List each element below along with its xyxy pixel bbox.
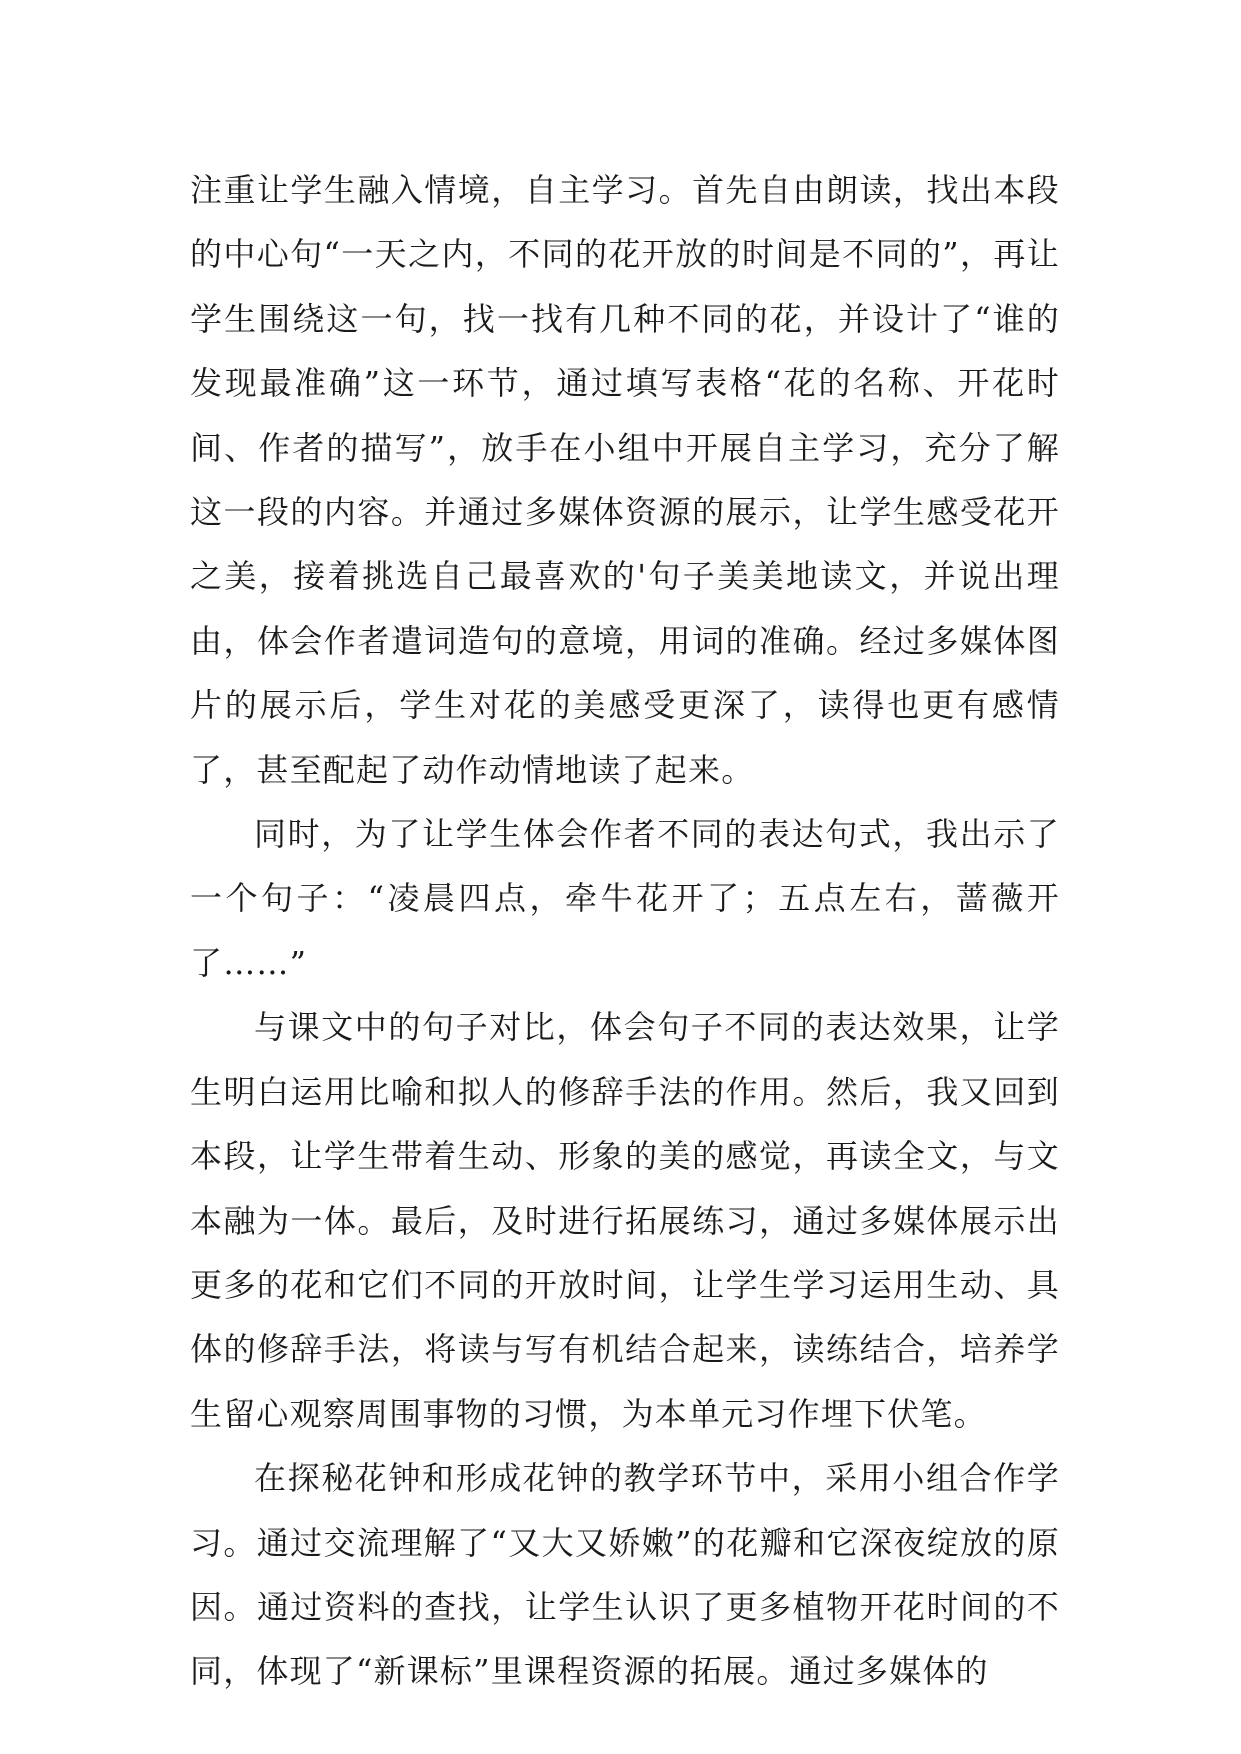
- paragraph-2: 同时，为了让学生体会作者不同的表达句式，我出示了一个句子：“凌晨四点，牵牛花开了；五点左右，蔷薇开了……”: [190, 815, 1060, 982]
- paragraph-3: 与课文中的句子对比，体会句子不同的表达效果，让学生明白运用比喻和拟人的修辞手法的作用。然后，我又回到本段，让学生带着生动、形象的美的感觉，再读全文，与文本融为一体。最后，及时进行拓展练习，通过多媒体展示出更多的花和它们不同的开放时间，让学生学习运用生动、具体的修辞手法，将读与写有机结合起来，读练结合，培养学生留心观察周围事物的习惯，为本单元习作埋下伏笔。: [190, 1008, 1060, 1433]
- paragraph-4: 在探秘花钟和形成花钟的教学环节中，采用小组合作学习。通过交流理解了“又大又娇嫩”的花瓣和它深夜绽放的原因。通过资料的查找，让学生认识了更多植物开花时间的不同，体现了“新课标”里课程资源的拓展。通过多媒体的: [190, 1459, 1060, 1691]
- document-body: [190, 158, 1060, 1704]
- paragraph-1: 注重让学生融入情境，自主学习。首先自由朗读，找出本段的中心句“一天之内，不同的花开放的时间是不同的”，再让学生围绕这一句，找一找有几种不同的花，并设计了“谁的发现最准确”这一环节，通过填写表格“花的名称、开花时间、作者的描写”，放手在小组中开展自主学习，充分了解这一段的内容。并通过多媒体资源的展示，让学生感受花开之美，接着挑选自己最喜欢的'句子美美地读文，并说出理由，体会作者遣词造句的意境，用词的准确。经过多媒体图片的展示后，学生对花的美感受更深了，读得也更有感情了，甚至配起了动作动情地读了起来。: [190, 171, 1060, 789]
